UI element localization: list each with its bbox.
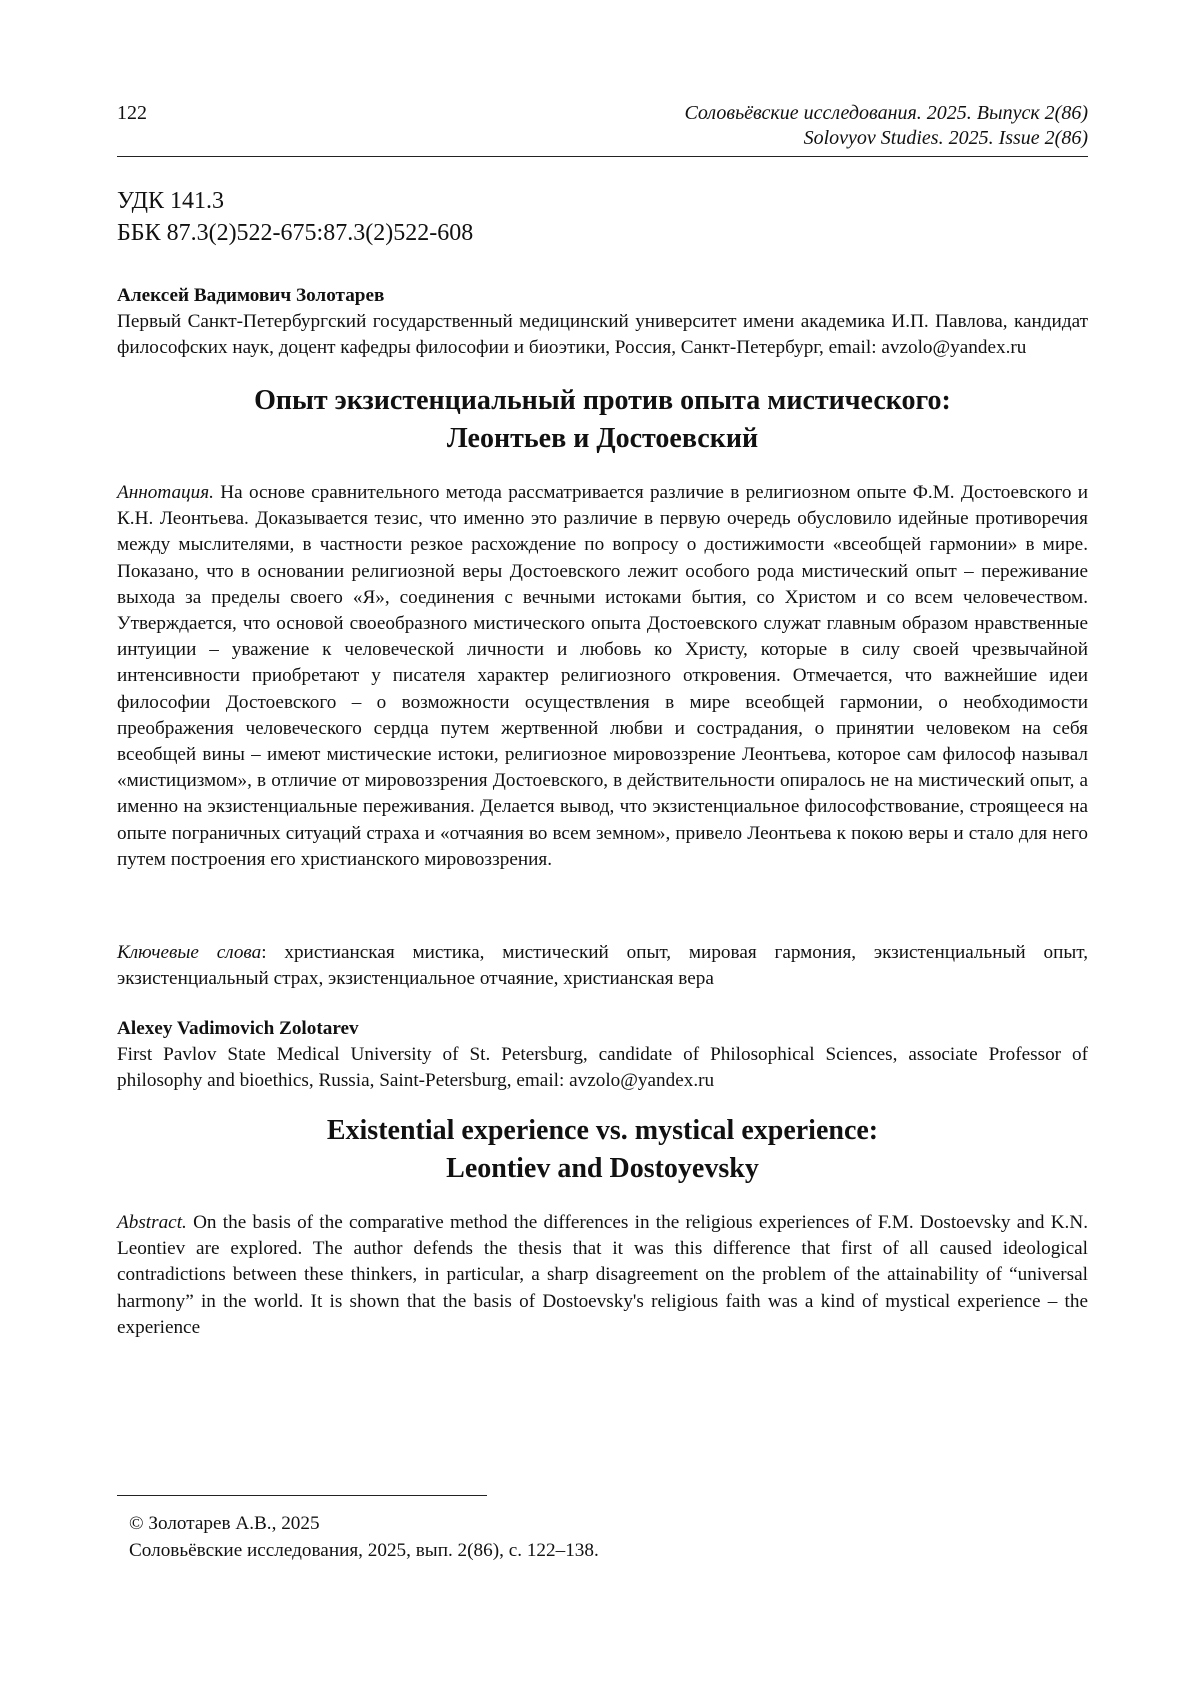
author-block-ru <box>117 283 1088 361</box>
title-ru-line-2: Леонтьев и Достоевский <box>446 423 759 454</box>
copyright-notice: © Золотарев А.В., 2025 <box>129 1513 320 1534</box>
journal-title-ru: Соловьёвские исследования. 2025. Выпуск 2(86) <box>684 102 1088 124</box>
author-affiliation-en: First Pavlov State Medical University of St. Petersburg, candidate of Philosophical Sciences, associate Professor of philosophy and bioethics, Russia, Saint-Petersburg, email: avzolo@yandex.ru <box>117 1044 1088 1091</box>
title-en-line-1: Existential experience vs. mystical experience: <box>326 1115 879 1146</box>
title-ru-line-1: Опыт экзистенциальный против опыта мистического: <box>254 385 951 416</box>
author-name-en: Alexey Vadimovich Zolotarev <box>117 1018 359 1039</box>
page-number: 122 <box>117 102 147 124</box>
bbk-code: ББК 87.3(2)522-675:87.3(2)522-608 <box>117 220 474 246</box>
author-block-en <box>117 1016 1088 1094</box>
abstract-ru-text: На основе сравнительного метода рассматривается различие в религиозном опыте Ф.М. Достоевского и К.Н. Леонтьева. Доказывается тезис, что именно это различие в первую очередь обусловило идейные противоречия между мыслителями, в частности резкое расхождение по вопросу о достижимости «всеобщей гармонии» в мире. Показано, что в основании религиозной веры Достоевского лежит особого рода мистический опыт – переживание выхода за пределы своего «Я», соединения с вечными истоками бытия, со Христом и со всем человечеством. Утверждается, что основой своеобразного мистического опыта Достоевского служат главным образом нравственные интуиции – уважение к человеческой личности и любовь ко Христу, которые в силу своей чрезвычайной интенсивности приобретают у писателя характер религиозного откровения. Отмечается, что важнейшие идеи философии Достоевского – о возможности осуществления в мире всеобщей гармонии, о необходимости преображения человеческого сердца путем жертвенной любви и сострадания, о принятии человеком на себя всеобщей вины – имеют мистические истоки, религиозное мировоззрение Леонтьева, которое сам философ называл «мистицизмом», в отличие от мировоззрения Достоевского, в действительности опиралось не на мистический опыт, а именно на экзистенциальные переживания. Делается вывод, что экзистенциальное философствование, строящееся на опыте пограничных ситуаций страха и «отчаяния во всем земном», привело Леонтьева к покою веры и стало для него путем построения его христианского мировоззрения. <box>117 482 1089 870</box>
title-en-line-2: Leontiev and Dostoyevsky <box>446 1153 759 1184</box>
abstract-ru-label: Аннотация. <box>117 482 214 503</box>
author-name-ru: Алексей Вадимович Золотарев <box>117 285 385 306</box>
author-affiliation-ru: Первый Санкт-Петербургский государственный медицинский университет имени академика И.П. Павлова, кандидат философских наук, доцент кафедры философии и биоэтики, Россия, Санкт-Петербург, email: avzolo@yandex.ru <box>117 311 1088 358</box>
abstract-en-label: Abstract. <box>117 1212 187 1233</box>
abstract-en <box>117 1210 1088 1341</box>
keywords-ru <box>117 940 1088 992</box>
running-header <box>117 100 1088 157</box>
citation-line: Соловьёвские исследования, 2025, вып. 2(86), с. 122–138. <box>129 1540 599 1561</box>
footnote-divider <box>117 1495 487 1496</box>
footnote <box>129 1510 599 1564</box>
keywords-ru-text: : христианская мистика, мистический опыт, мировая гармония, экзистенциальный опыт, экзистенциальный страх, экзистенциальное отчаяние, христианская вера <box>117 942 1088 990</box>
udc-code: УДК 141.3 <box>117 188 224 214</box>
journal-title-en: Solovyov Studies. 2025. Issue 2(86) <box>803 127 1088 149</box>
article-title-ru <box>117 382 1088 458</box>
classification-codes <box>117 185 473 249</box>
abstract-en-text: On the basis of the comparative method the differences in the religious experiences of F.M. Dostoevsky and K.N. Leontiev are explored. The author defends the thesis that it was this difference that first of all caused ideological contradictions between these thinkers, in particular, a sharp disagreement on the problem of the attainability of “universal harmony” in the world. It is shown that the basis of Dostoevsky's religious faith was a kind of mystical experience – the experience <box>117 1212 1088 1338</box>
keywords-ru-label: Ключевые слова <box>117 942 262 963</box>
abstract-ru <box>117 480 1088 873</box>
article-title-en <box>117 1112 1088 1188</box>
